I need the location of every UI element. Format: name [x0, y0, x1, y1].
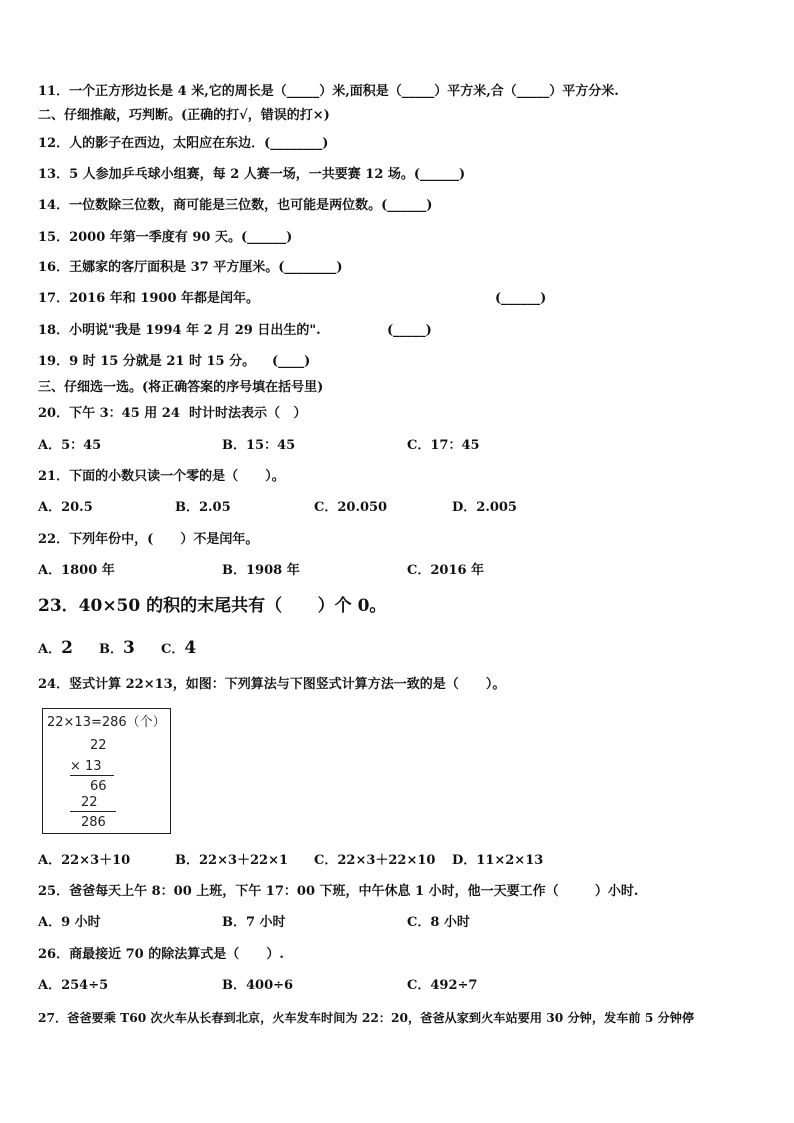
question-14: 14．一位数除三位数，商可能是三位数，也可能是两位数。(______) [38, 198, 433, 213]
question-26: 26．商最接近 70 的除法算式是（ ）. [38, 947, 284, 962]
calc-rule-2 [70, 811, 116, 812]
option-value: 2 [61, 638, 73, 658]
option-21-d: D．2.005 [452, 500, 517, 515]
question-17-blank: (______) [495, 291, 547, 306]
option-20-b: B．15：45 [222, 438, 296, 453]
calc-multiplier: × 13 [70, 759, 102, 774]
option-letter: A． [38, 642, 62, 657]
option-26-a: A．254÷5 [38, 978, 109, 993]
option-24-d: D．11×2×13 [452, 853, 544, 868]
calc-multiplicand: 22 [90, 738, 107, 753]
question-19: 19．9 时 15 分就是 21 时 15 分。 [38, 354, 256, 369]
option-25-b: B．7 小时 [222, 915, 286, 930]
question-20: 20．下午 3：45 用 24 时计时法表示（ ） [38, 406, 307, 421]
option-25-a: A．9 小时 [38, 915, 101, 930]
option-24-b: B．22×3＋22×1 [175, 853, 289, 868]
section-heading-choice: 三、仔细选一选。(将正确答案的序号填在括号里) [38, 380, 324, 395]
option-value: 4 [184, 638, 197, 658]
vertical-multiplication-figure [42, 708, 171, 834]
question-11: 11．一个正方形边长是 4 米,它的周长是（_____）米,面积是（_____）平方米,合（_____）平方分米. [38, 84, 619, 99]
option-26-c: C．492÷7 [407, 978, 478, 993]
option-21-a: A．20.5 [38, 500, 93, 515]
question-18: 18．小明说"我是 1994 年 2 月 29 日出生的". [38, 323, 321, 338]
question-23: 23．40×50 的积的末尾共有（ ）个 0。 [38, 596, 387, 616]
option-25-c: C．8 小时 [407, 915, 470, 930]
calc-partial-1: 66 [90, 779, 107, 794]
calc-result: 286 [81, 815, 106, 830]
option-21-b: B．2.05 [175, 500, 231, 515]
question-16: 16．王娜家的客厅面积是 37 平方厘米。(________) [38, 260, 343, 275]
question-19-blank: (____) [272, 354, 311, 369]
question-12: 12．人的影子在西边，太阳应在东边．(________) [38, 136, 329, 151]
option-23-a [38, 640, 73, 658]
calc-header: 22×13=286（个） [47, 715, 166, 730]
option-22-c: C．2016 年 [407, 563, 485, 578]
option-value: 3 [123, 638, 135, 658]
option-20-a: A．5：45 [38, 438, 102, 453]
question-18-blank: (_____) [387, 323, 432, 338]
option-22-a: A．1800 年 [38, 563, 115, 578]
question-27: 27．爸爸要乘 T60 次火车从长春到北京，火车发车时间为 22：20，爸爸从家到火车站要用 30 分钟，发车前 5 分钟停 [38, 1011, 695, 1025]
question-13: 13．5 人参加乒乓球小组赛，每 2 人赛一场，一共要赛 12 场。(______) [38, 167, 466, 182]
option-20-c: C．17：45 [407, 438, 480, 453]
option-24-c: C．22×3＋22×10 [314, 853, 436, 868]
question-17: 17．2016 年和 1900 年都是闰年。 [38, 291, 260, 306]
option-23-b [99, 640, 135, 658]
option-letter: B． [99, 642, 123, 657]
option-23-c [161, 640, 196, 658]
calc-rule-1 [70, 775, 114, 776]
option-26-b: B．400÷6 [222, 978, 294, 993]
calc-partial-2: 22 [81, 795, 98, 810]
question-22: 22．下列年份中，( ）不是闰年。 [38, 532, 259, 547]
option-21-c: C．20.050 [314, 500, 388, 515]
question-25: 25．爸爸每天上午 8：00 上班，下午 17：00 下班，中午休息 1 小时，他一天要工作（ ）小时. [38, 884, 639, 899]
option-letter: C． [161, 642, 185, 657]
question-15: 15．2000 年第一季度有 90 天。(______) [38, 230, 293, 245]
question-24: 24．竖式计算 22×13，如图：下列算法与下图竖式计算方法一致的是（ ）。 [38, 677, 506, 692]
question-21: 21．下面的小数只读一个零的是（ ）。 [38, 469, 285, 484]
option-24-a: A．22×3＋10 [38, 853, 131, 868]
section-heading-judgement: 二、仔细推敲，巧判断。(正确的打√，错误的打×) [38, 108, 330, 123]
option-22-b: B．1908 年 [222, 563, 300, 578]
